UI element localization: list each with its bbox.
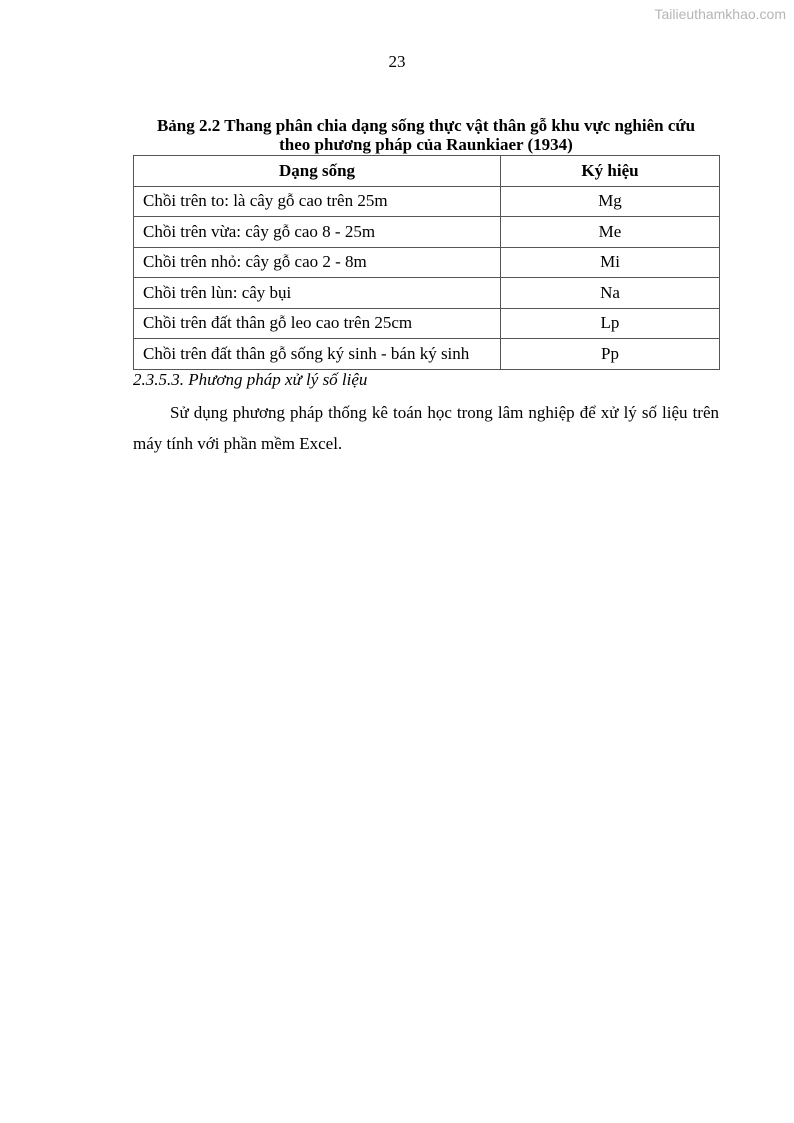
life-form-cell: Chồi trên lùn: cây bụi [134,278,501,309]
symbol-cell: Me [501,217,720,248]
life-form-cell: Chồi trên to: là cây gỗ cao trên 25m [134,186,501,217]
page-number: 23 [388,52,406,71]
table-row [134,339,720,370]
table-row [134,278,720,309]
symbol-cell: Pp [501,339,720,370]
table-row [134,308,720,339]
symbol-cell: Na [501,278,720,309]
life-form-table [133,155,720,370]
symbol-cell: Mg [501,186,720,217]
body-paragraph: Sử dụng phương pháp thống kê toán học trong lâm nghiệp để xử lý số liệu trên máy tính với phần mềm Excel. [133,403,719,453]
table-row [134,217,720,248]
life-form-cell: Chồi trên vừa: cây gỗ cao 8 - 25m [134,217,501,248]
life-form-cell: Chồi trên đất thân gỗ leo cao trên 25cm [134,308,501,339]
caption-line-2: theo phương pháp của Raunkiaer (1934) [279,135,573,154]
header-symbol: Ký hiệu [501,156,720,187]
watermark: Tailieuthamkhao.com [654,6,786,22]
table-header-row [134,156,720,187]
caption-line-1: Bảng 2.2 Thang phân chia dạng sống thực vật thân gỗ khu vực nghiên cứu [156,116,696,135]
table-caption [133,116,719,154]
life-form-cell: Chồi trên nhỏ: cây gỗ cao 2 - 8m [134,247,501,278]
table-row [134,186,720,217]
life-form-cell: Chồi trên đất thân gỗ sống ký sinh - bán ký sinh [134,339,501,370]
section-heading: 2.3.5.3. Phương pháp xử lý số liệu [133,370,368,389]
symbol-cell: Lp [501,308,720,339]
symbol-cell: Mi [501,247,720,278]
table-row [134,247,720,278]
header-life-form: Dạng sống [134,156,501,187]
